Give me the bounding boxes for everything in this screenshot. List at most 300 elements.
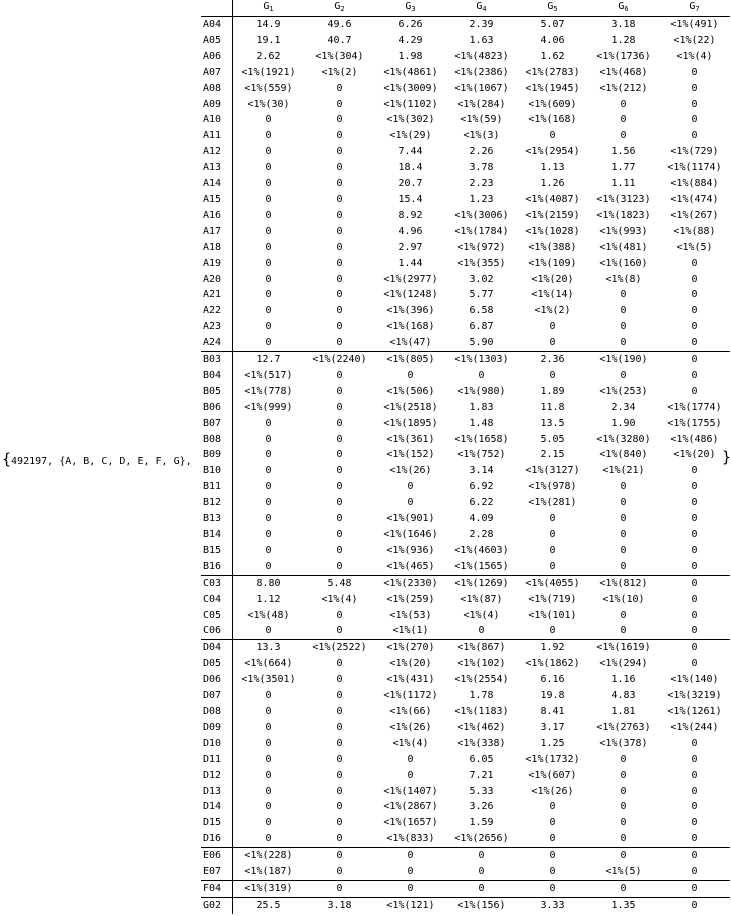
table-cell: <1%(664): [244, 658, 293, 670]
table-cell: <1%(805): [386, 354, 435, 366]
table-row: [201, 511, 730, 527]
table-cell: 0: [691, 513, 698, 525]
table-cell: 2.39: [469, 19, 494, 30]
table-cell: <1%(481): [599, 241, 648, 253]
table-cell: 0: [620, 609, 627, 621]
table-cell: <1%(1862): [525, 658, 580, 670]
table-cell: 0: [691, 481, 698, 493]
table-row: [201, 864, 730, 880]
table-cell: <1%(5): [588, 864, 659, 880]
table-cell: <1%(53): [389, 609, 432, 621]
table-cell: <1%(59): [460, 114, 503, 126]
table-cell: 0: [336, 481, 343, 493]
row-label: A12: [201, 144, 233, 160]
row-label: E07: [201, 864, 233, 880]
table-cell: <1%(259): [386, 593, 435, 605]
table-cell: <1%(281): [528, 497, 577, 509]
column-header-base: G: [689, 1, 696, 12]
table-row: [201, 815, 730, 831]
table-cell: 0: [691, 465, 698, 477]
table-cell: <1%(1619): [596, 642, 651, 654]
table-cell: 0: [620, 769, 627, 781]
row-label: A14: [201, 176, 233, 192]
column-header: [375, 0, 446, 17]
table-cell: 0: [691, 305, 698, 317]
table-cell: 0: [336, 178, 343, 190]
table-cell: <1%(4087): [525, 193, 580, 205]
table-cell: 0: [233, 623, 305, 639]
table-cell: <1%(26): [531, 785, 574, 797]
column-header-base: G: [405, 1, 412, 12]
table-cell: <1%(1823): [596, 209, 651, 221]
row-label: A18: [201, 240, 233, 256]
row-label: B07: [201, 416, 233, 432]
table-cell: 40.7: [327, 34, 352, 46]
table-cell: 0: [446, 864, 517, 880]
table-row: [201, 192, 730, 208]
table-cell: 5.90: [446, 335, 517, 351]
table-cell: 15.4: [398, 193, 423, 205]
table-cell: 2.34: [611, 401, 636, 413]
table-cell: <1%(609): [528, 98, 577, 110]
table-row: [201, 688, 730, 704]
table-cell: <1%(1067): [454, 82, 509, 94]
table-cell: 0: [336, 98, 343, 110]
table-cell: 0: [691, 529, 698, 540]
table-row: [201, 575, 730, 591]
table-cell: <1%(355): [457, 257, 506, 269]
table-cell: 0: [691, 544, 698, 556]
table-cell: <1%(431): [386, 674, 435, 686]
table-row: [201, 736, 730, 752]
table-cell: 0: [265, 193, 272, 205]
table-cell: 0: [265, 513, 272, 525]
table-cell: <1%(190): [599, 354, 648, 366]
table-row: [201, 623, 730, 639]
table-cell: <1%(486): [670, 433, 719, 445]
table-cell: <1%(304): [315, 50, 364, 62]
table-cell: 13.3: [256, 642, 281, 654]
table-cell: <1%(778): [244, 385, 293, 397]
table-cell: 1.16: [611, 674, 636, 686]
table-cell: 0: [478, 850, 485, 862]
table-cell: <1%(388): [528, 241, 577, 253]
table-cell: 0: [620, 513, 627, 525]
table-cell: 0: [265, 801, 272, 813]
table-cell: <1%(491): [670, 19, 719, 30]
table-cell: 0: [336, 114, 343, 126]
column-header: [517, 0, 588, 17]
table-cell: <1%(378): [599, 737, 648, 749]
table-cell: 0: [265, 257, 272, 269]
table-cell: <1%(14): [531, 289, 574, 301]
table-row: [201, 799, 730, 815]
table-cell: <1%(3006): [454, 209, 509, 221]
row-label: D05: [201, 656, 233, 672]
table-row: [201, 752, 730, 768]
table-cell: 0: [304, 335, 375, 351]
row-label: B09: [201, 447, 233, 463]
table-cell: <1%(2386): [454, 66, 509, 78]
row-label: D12: [201, 768, 233, 784]
table-row: [201, 608, 730, 624]
table-cell: 0: [336, 209, 343, 221]
table-cell: 0: [620, 130, 627, 142]
table-cell: 0: [265, 544, 272, 556]
column-header-subscript: 3: [411, 5, 416, 13]
table-cell: 4.83: [611, 690, 636, 702]
table-cell: 13.5: [540, 417, 565, 429]
table-row: [201, 160, 730, 176]
row-label: A10: [201, 112, 233, 128]
table-cell: 0: [691, 114, 698, 126]
table-cell: <1%(867): [457, 642, 506, 654]
table-row: [201, 848, 730, 864]
row-label: A22: [201, 303, 233, 319]
table-cell: 0: [620, 98, 627, 110]
table-cell: <1%(2159): [525, 209, 580, 221]
table-cell: <1%(2867): [383, 801, 438, 813]
row-label: A05: [201, 33, 233, 49]
table-cell: 0: [446, 623, 517, 639]
table-cell: 1.13: [540, 162, 565, 174]
table-cell: <1%(168): [528, 114, 577, 126]
table-cell: 0: [375, 880, 446, 897]
table-cell: 0: [265, 753, 272, 765]
column-header-base: G: [618, 1, 625, 12]
corner-cell: [201, 0, 233, 17]
column-header: [588, 0, 659, 17]
table-cell: 0: [620, 817, 627, 829]
table-cell: 0: [304, 623, 375, 639]
table-row: [201, 256, 730, 272]
table-cell: 0: [517, 864, 588, 880]
table-cell: <1%(1921): [241, 66, 296, 78]
row-label: B13: [201, 511, 233, 527]
table-cell: 6.87: [469, 321, 494, 333]
table-cell: 1.44: [398, 257, 423, 269]
table-cell: 0: [336, 690, 343, 702]
table-cell: 0: [336, 369, 343, 381]
expression-prefix-text: 492197, {A, B, C, D, E, F, G},: [11, 456, 192, 467]
table-cell: <1%(20): [673, 449, 716, 461]
table-cell: <1%(4823): [454, 50, 509, 62]
table-cell: 3.17: [540, 721, 565, 733]
table-cell: 0: [336, 769, 343, 781]
table-cell: <1%(294): [599, 658, 648, 670]
table-row: [201, 400, 730, 416]
table-cell: 0: [691, 98, 698, 110]
table-cell: 0: [691, 130, 698, 142]
table-cell: 0: [691, 577, 698, 589]
table-cell: 0: [336, 130, 343, 142]
table-row: [201, 17, 730, 33]
row-label: C04: [201, 592, 233, 608]
table-cell: 0: [336, 529, 343, 540]
table-cell: 0: [549, 850, 556, 862]
table-cell: <1%(302): [386, 114, 435, 126]
table-row: [201, 65, 730, 81]
table-cell: 0: [265, 225, 272, 237]
table-row: [201, 176, 730, 192]
table-row: [201, 784, 730, 800]
row-label: A16: [201, 208, 233, 224]
column-header: [659, 0, 730, 17]
row-label: D06: [201, 672, 233, 688]
table-cell: <1%(1172): [383, 690, 438, 702]
table-cell: 0: [265, 449, 272, 461]
table-cell: 5.05: [540, 433, 565, 445]
table-cell: 0: [620, 481, 627, 493]
table-cell: <1%(884): [670, 178, 719, 190]
row-label: D16: [201, 831, 233, 847]
table-cell: 1.28: [611, 34, 636, 46]
table-body: [201, 17, 730, 914]
close-brace: }: [722, 448, 731, 466]
row-label: A11: [201, 128, 233, 144]
table-row: [201, 656, 730, 672]
row-label: B12: [201, 495, 233, 511]
table-cell: 0: [549, 817, 556, 829]
table-cell: <1%(1657): [383, 817, 438, 829]
table-cell: <1%(3280): [596, 433, 651, 445]
column-header-base: G: [263, 1, 270, 12]
table-cell: 0: [265, 273, 272, 285]
column-header-subscript: 2: [340, 5, 345, 13]
table-cell: 0: [517, 623, 588, 639]
table-cell: 0: [691, 289, 698, 301]
table-row: [201, 240, 730, 256]
table-cell: 0: [265, 497, 272, 509]
table-row: [201, 49, 730, 65]
table-cell: <1%(2518): [383, 401, 438, 413]
row-label: A09: [201, 97, 233, 113]
table-cell: 0: [659, 559, 730, 575]
table-cell: 0: [407, 850, 414, 862]
row-label: B15: [201, 543, 233, 559]
table-cell: <1%(21): [602, 465, 645, 477]
table-cell: 0: [691, 321, 698, 333]
table-row: [201, 224, 730, 240]
row-label: C06: [201, 623, 233, 639]
row-label: A04: [201, 17, 233, 33]
row-label: D10: [201, 736, 233, 752]
table-cell: <1%(1732): [525, 753, 580, 765]
table-cell: 1.63: [469, 34, 494, 46]
table-row: [201, 319, 730, 335]
table-cell: <1%(1658): [454, 433, 509, 445]
table-cell: 0: [336, 433, 343, 445]
table-cell: 0: [691, 82, 698, 94]
table-cell: <1%(4861): [383, 66, 438, 78]
table-cell: 2.15: [540, 449, 565, 461]
table-cell: 0: [407, 369, 414, 381]
table-cell: 0: [265, 305, 272, 317]
table-cell: 0: [691, 801, 698, 813]
table-cell: 1.92: [540, 642, 565, 654]
table-cell: <1%(20): [389, 658, 432, 670]
table-cell: 0: [265, 769, 272, 781]
column-header-base: G: [547, 1, 554, 12]
table-cell: <1%(840): [599, 449, 648, 461]
table-cell: 0: [336, 801, 343, 813]
table-cell: <1%(1028): [525, 225, 580, 237]
table-cell: <1%(1183): [454, 705, 509, 717]
table-cell: <1%(468): [599, 66, 648, 78]
expression-prefix: [2, 451, 192, 470]
table-cell: 19.1: [256, 34, 281, 46]
row-label: A19: [201, 256, 233, 272]
table-cell: <1%(506): [386, 385, 435, 397]
table-row: [201, 416, 730, 432]
table-cell: <1%(22): [673, 34, 716, 46]
table-cell: <1%(462): [457, 721, 506, 733]
table-cell: 0: [691, 385, 698, 397]
column-header-base: G: [334, 1, 341, 12]
table-row: [201, 897, 730, 913]
table-cell: 3.18: [327, 899, 352, 911]
table-row: [201, 720, 730, 736]
table-cell: 0: [691, 737, 698, 749]
table-cell: 0: [620, 544, 627, 556]
table-cell: 0: [588, 335, 659, 351]
table-cell: 1.48: [469, 417, 494, 429]
table-cell: <1%(4): [321, 593, 358, 605]
table-cell: <1%(3123): [596, 193, 651, 205]
table-cell: <1%(2522): [312, 642, 367, 654]
table-cell: 0: [336, 705, 343, 717]
table-row: [201, 287, 730, 303]
table-cell: 0: [336, 241, 343, 253]
table-cell: 0: [265, 817, 272, 829]
row-label: B14: [201, 527, 233, 543]
table-cell: 0: [336, 82, 343, 94]
column-header: [233, 0, 305, 17]
table-cell: 7.44: [398, 146, 423, 158]
table-cell: 1.25: [540, 737, 565, 749]
table-row: [201, 768, 730, 784]
row-label: D08: [201, 704, 233, 720]
table-row: [201, 97, 730, 113]
row-label: A24: [201, 335, 233, 351]
table-cell: 8.80: [256, 577, 281, 589]
row-label: C05: [201, 608, 233, 624]
table-cell: 0: [659, 623, 730, 639]
table-cell: 0: [588, 831, 659, 847]
table-cell: <1%(2): [321, 66, 358, 78]
table-cell: <1%(3): [463, 130, 500, 142]
row-label: F04: [201, 880, 233, 897]
table-cell: 0: [659, 880, 730, 897]
table-cell: 0: [336, 273, 343, 285]
row-label: D15: [201, 815, 233, 831]
table-cell: <1%(1102): [383, 98, 438, 110]
table-cell: <1%(270): [386, 642, 435, 654]
table-cell: <1%(3127): [525, 465, 580, 477]
table-cell: 0: [336, 544, 343, 556]
table-cell: 0: [691, 593, 698, 605]
row-label: A07: [201, 65, 233, 81]
table-cell: 0: [265, 162, 272, 174]
table-cell: <1%(338): [457, 737, 506, 749]
table-cell: <1%(156): [457, 899, 506, 911]
table-cell: 0: [620, 321, 627, 333]
row-label: A21: [201, 287, 233, 303]
table-row: [201, 335, 730, 351]
table-cell: 0: [336, 225, 343, 237]
table-cell: 1.77: [611, 162, 636, 174]
table-cell: 0: [336, 417, 343, 429]
row-label: C03: [201, 575, 233, 591]
column-header-base: G: [476, 1, 483, 12]
column-header-row: [201, 0, 730, 17]
row-label: A17: [201, 224, 233, 240]
table-cell: 0: [691, 850, 698, 862]
table-cell: 6.58: [469, 305, 494, 317]
table-cell: 0: [265, 721, 272, 733]
table-cell: 0: [265, 529, 272, 540]
table-row: [201, 447, 730, 463]
table-cell: 0: [304, 559, 375, 575]
table-cell: 3.33: [540, 899, 565, 911]
results-table: [201, 0, 730, 914]
table-cell: 2.62: [256, 50, 281, 62]
table-cell: <1%(1261): [667, 705, 722, 717]
table-cell: 0: [549, 801, 556, 813]
table-cell: 1.35: [611, 899, 636, 911]
table-cell: 19.8: [540, 690, 565, 702]
table-cell: 0: [620, 529, 627, 540]
table-cell: <1%(2330): [383, 577, 438, 589]
table-cell: 0: [336, 385, 343, 397]
table-cell: <1%(187): [233, 864, 305, 880]
table-cell: 2.23: [469, 178, 494, 190]
table-cell: 0: [336, 146, 343, 158]
row-label: B16: [201, 559, 233, 575]
table-cell: 1.81: [611, 705, 636, 717]
table-cell: <1%(20): [531, 273, 574, 285]
table-cell: 5.48: [327, 577, 352, 589]
row-label: D04: [201, 640, 233, 656]
table-row: [201, 384, 730, 400]
table-cell: <1%(3501): [241, 674, 296, 686]
table-cell: <1%(212): [599, 82, 648, 94]
table-cell: 0: [265, 178, 272, 190]
table-cell: <1%(1303): [454, 354, 509, 366]
table-cell: <1%(2): [534, 305, 571, 317]
table-cell: 0: [265, 209, 272, 221]
table-cell: <1%(517): [244, 369, 293, 381]
table-row: [201, 208, 730, 224]
table-cell: <1%(2977): [383, 273, 438, 285]
table-cell: 0: [620, 114, 627, 126]
table-cell: <1%(102): [457, 658, 506, 670]
table-cell: 0: [265, 737, 272, 749]
table-cell: 0: [691, 753, 698, 765]
table-cell: <1%(1755): [667, 417, 722, 429]
table-cell: 6.92: [469, 481, 494, 493]
column-header-subscript: 7: [695, 5, 700, 13]
table-cell: 0: [375, 864, 446, 880]
table-cell: 6.22: [469, 497, 494, 509]
table-cell: <1%(833): [375, 831, 446, 847]
row-label: A15: [201, 192, 233, 208]
table-cell: 0: [407, 497, 414, 509]
table-cell: <1%(26): [389, 465, 432, 477]
table-cell: <1%(26): [389, 721, 432, 733]
open-brace: {: [2, 450, 12, 468]
table-cell: 0: [336, 721, 343, 733]
